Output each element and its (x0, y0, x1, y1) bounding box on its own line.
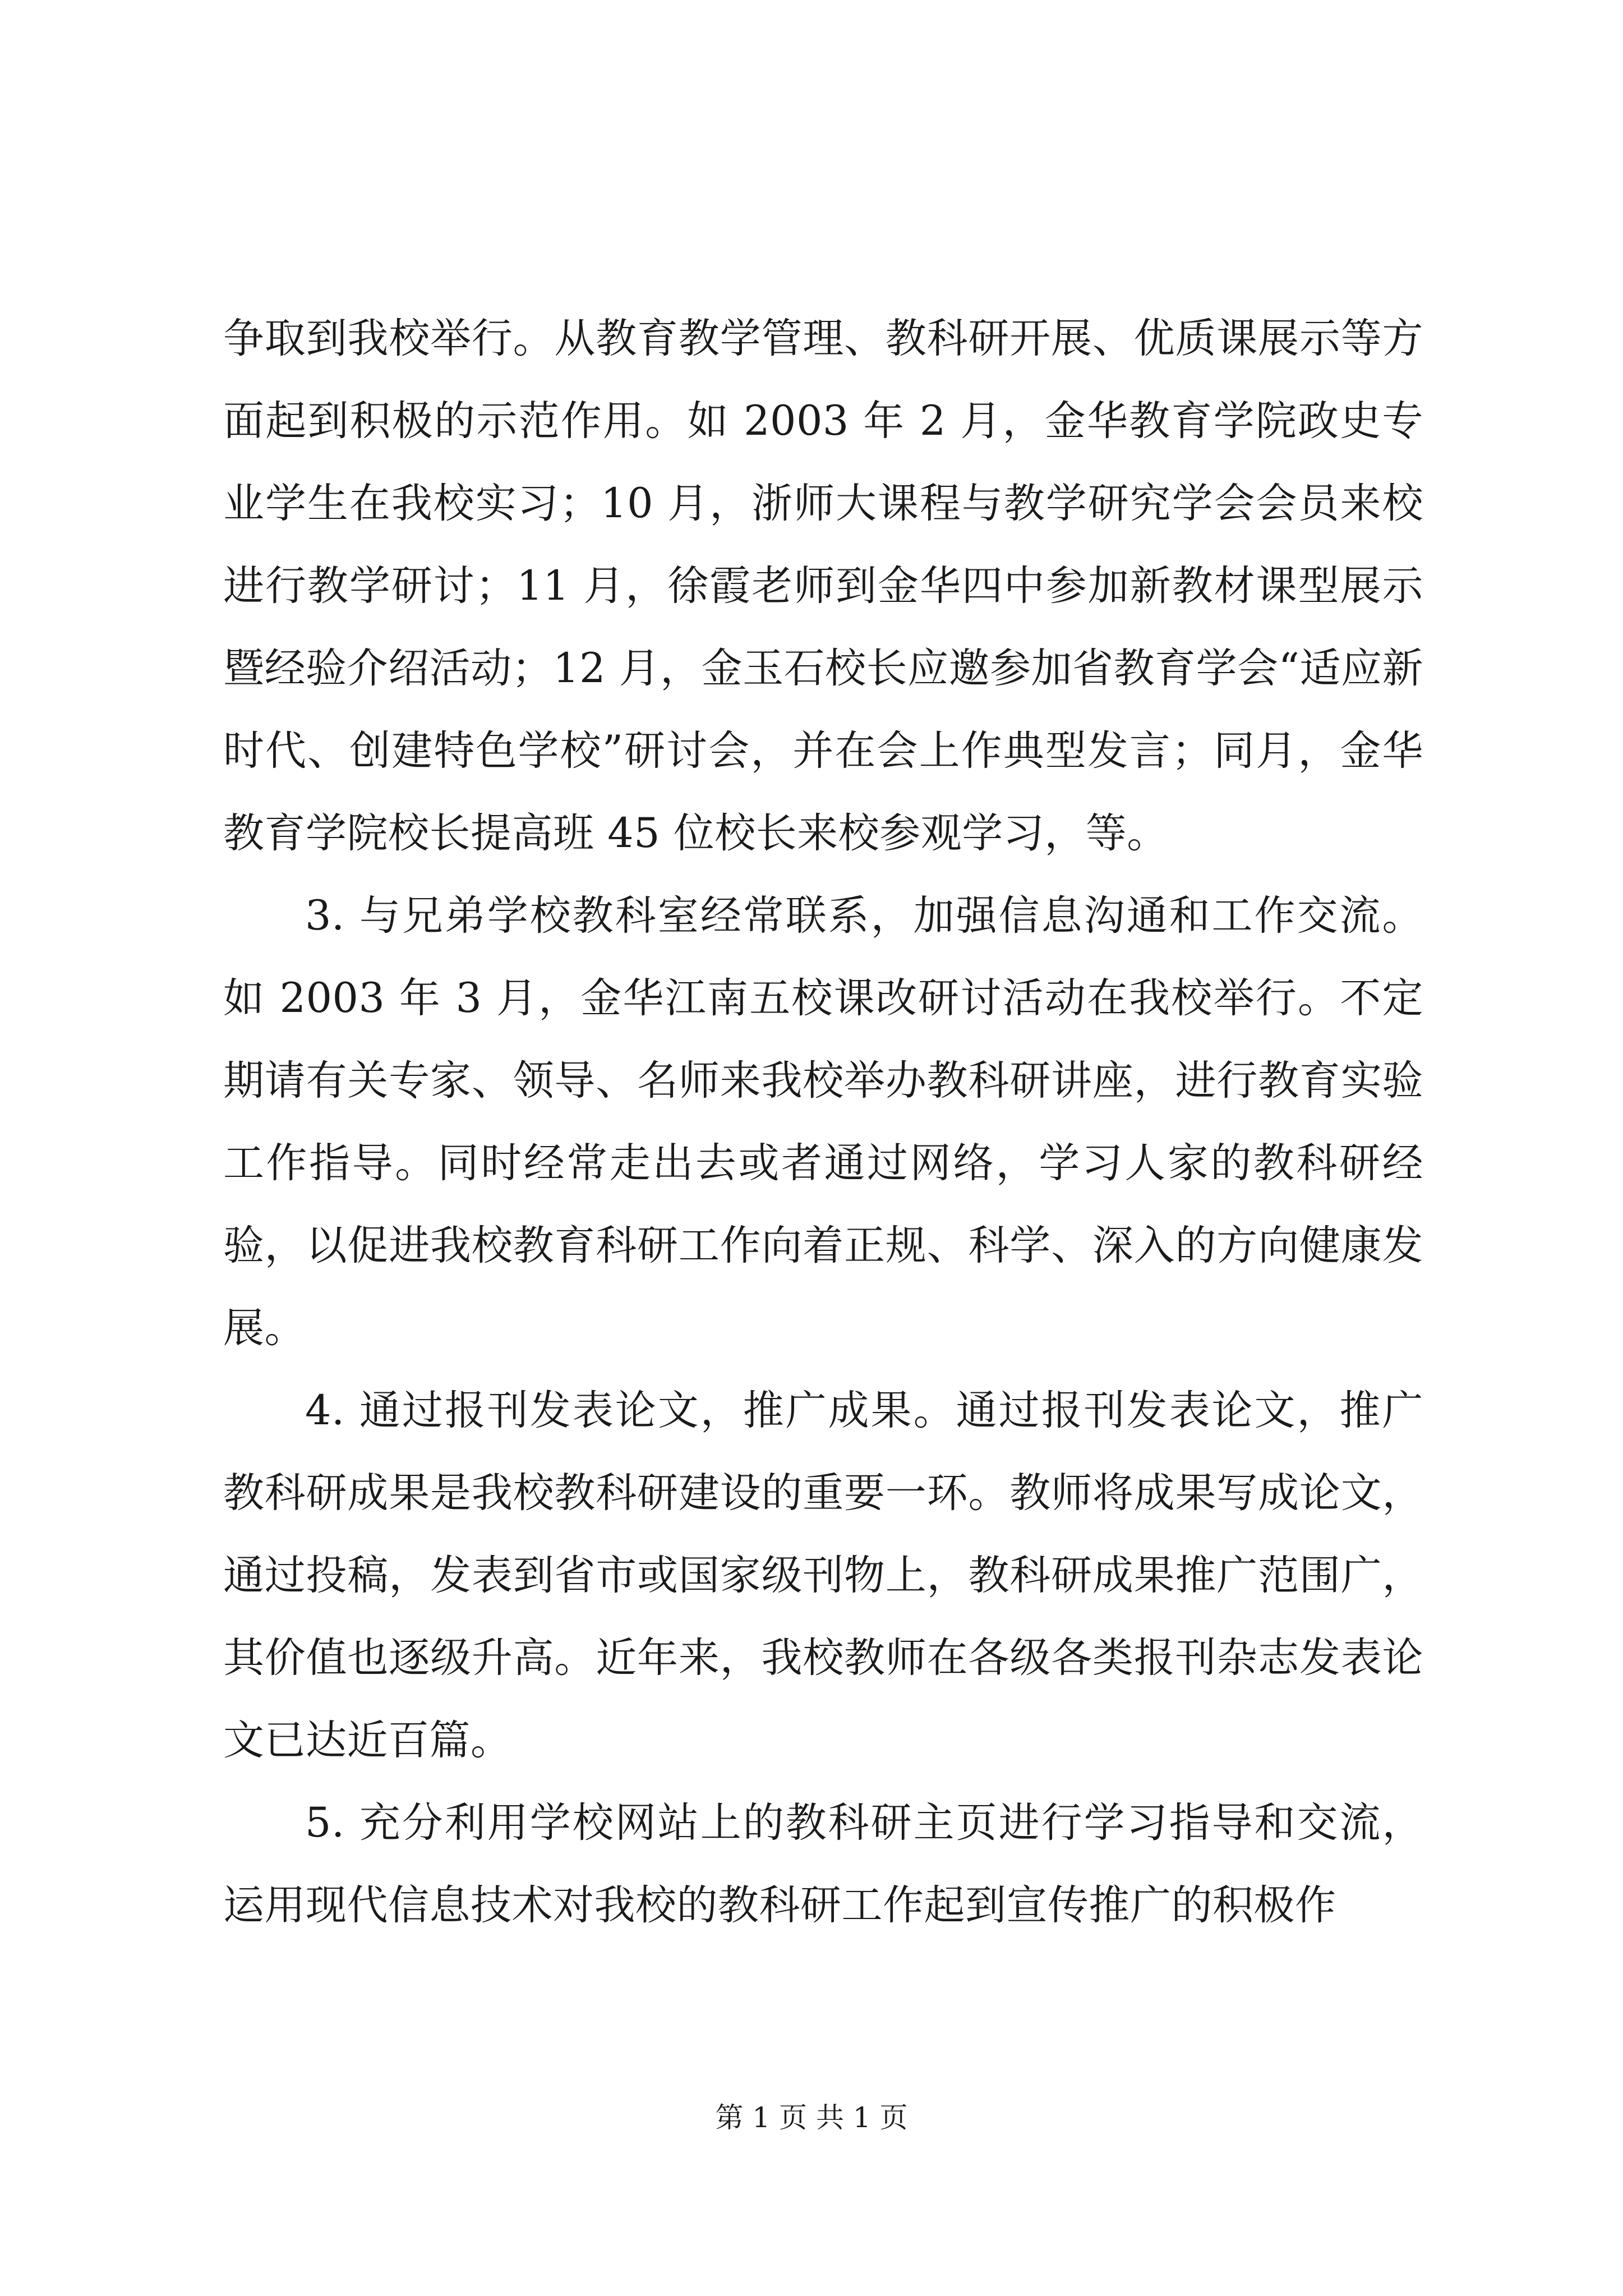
paragraph-1: 争取到我校举行。从教育教学管理、教科研开展、优质课展示等方面起到积极的示范作用。如 2003 年 2 月，金华教育学院政史专业学生在我校实习；10 月，浙师大课程与教学研究学会会员来校进行教学研讨；11 月，徐霞老师到金华四中参加新教材课型展示暨经验介绍活动；12 月，金玉石校长应邀参加省教育学会“适应新时代、创建特色学校”研讨会，并在会上作典型发言；同月，金华教育学院校长提高班 45 位校长来校参观学习，等。 (223, 315, 1423, 857)
page-footer: 第 1 页 共 1 页 (715, 2101, 908, 2134)
document-body (223, 297, 1423, 1947)
paragraph-4: 5. 充分利用学校网站上的教科研主页进行学习指导和交流，运用现代信息技术对我校的教科研工作起到宣传推广的积极作 (223, 1799, 1423, 1929)
paragraph-3: 4. 通过报刊发表论文，推广成果。通过报刊发表论文，推广教科研成果是我校教科研建设的重要一环。教师将成果写成论文，通过投稿，发表到省市或国家级刊物上，教科研成果推广范围广，其价值也逐级升高。近年来，我校教师在各级各类报刊杂志发表论文已达近百篇。 (223, 1387, 1423, 1764)
paragraph-2: 3. 与兄弟学校教科室经常联系，加强信息沟通和工作交流。如 2003 年 3 月，金华江南五校课改研讨活动在我校举行。不定期请有关专家、领导、名师来我校举办教科研讲座，进行教育实验工作指导。同时经常走出去或者通过网络，学习人家的教科研经验，以促进我校教育科研工作向着正规、科学、深入的方向健康发展。 (223, 892, 1423, 1352)
